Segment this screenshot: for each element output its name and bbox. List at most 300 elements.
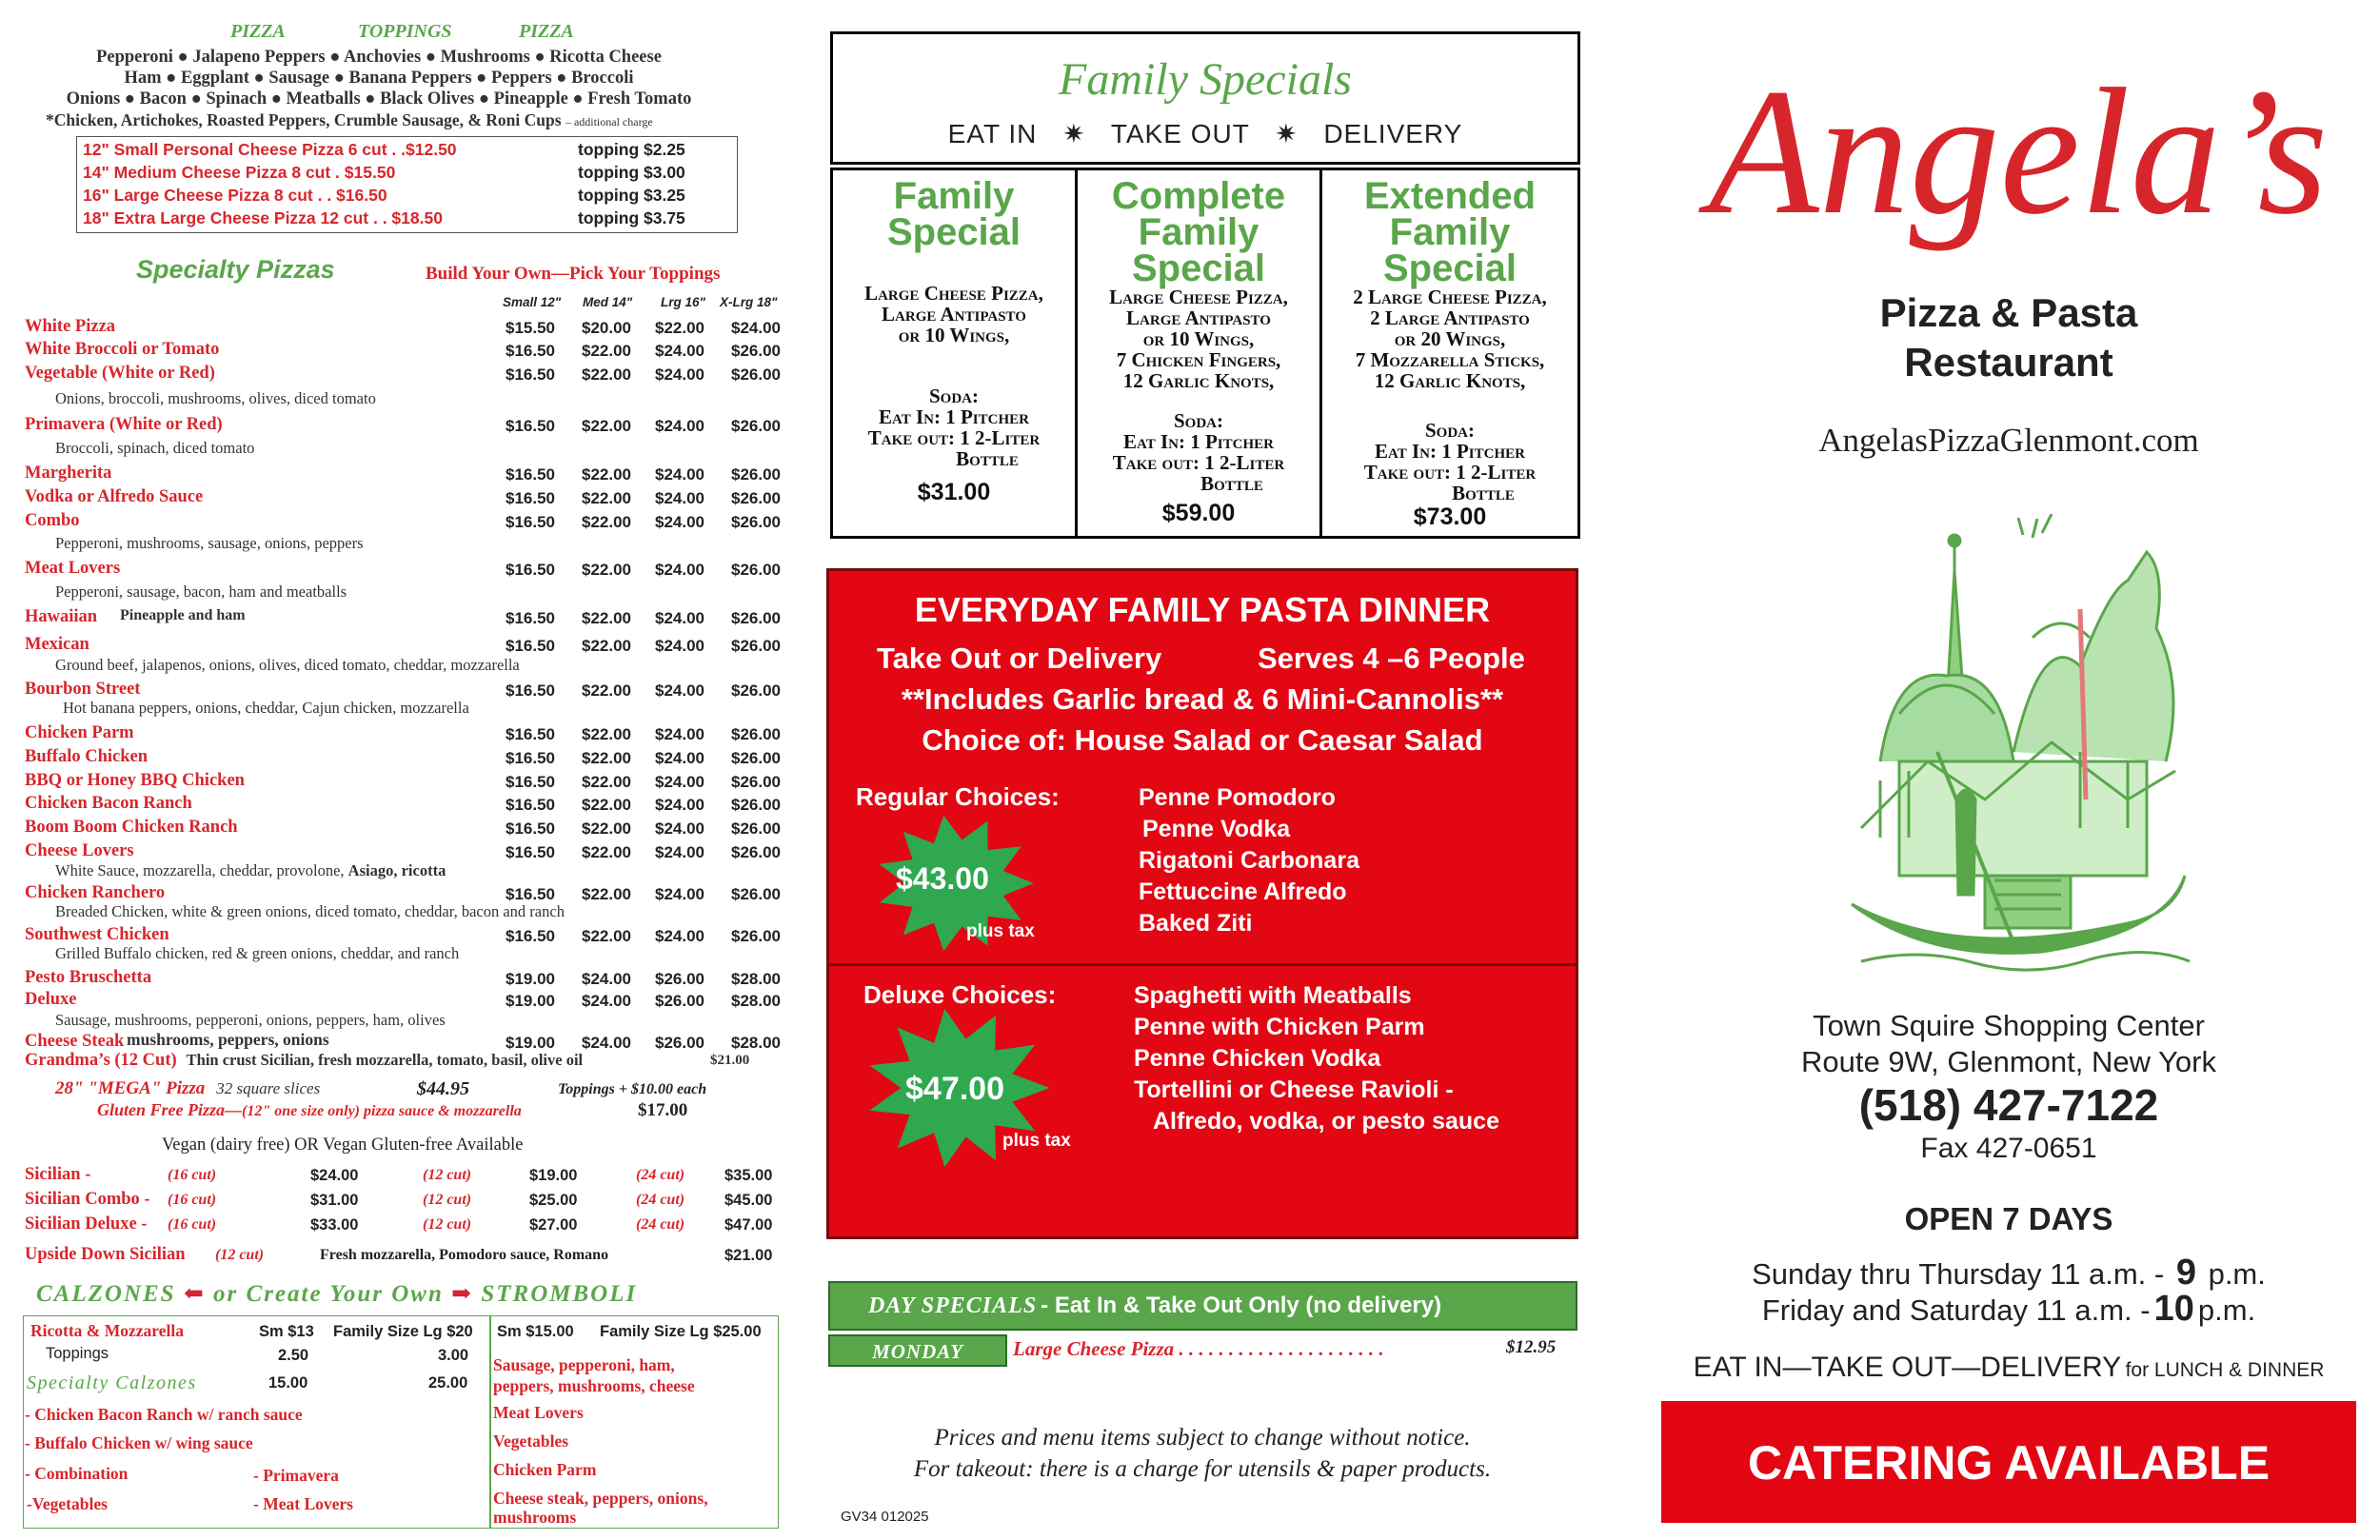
footer-note-2: For takeout: there is a charge for utensils & paper products. [913,1456,1492,1482]
specialty-pizza-price: $24.00 [655,465,704,484]
star-icon: ✷ [1062,119,1086,148]
calzone-family: Family Size Lg $20 [333,1323,473,1340]
service-line [1661,1352,2356,1384]
specialty-pizza-row [25,487,786,510]
calzone-item: - Combination [25,1464,129,1483]
sicilian-p2: $25.00 [529,1192,578,1209]
restaurant-website[interactable]: AngelasPizzaGlenmont.com [1818,422,2199,459]
soda-line: Eat In: 1 Pitcher [879,405,1029,428]
pasta-dinner-box [826,568,1578,1239]
complete-family-body [1078,286,1319,391]
calzone-specialty-sm: 15.00 [268,1374,308,1392]
regular-item: Rigatoni Carbonara [1139,847,1359,874]
specialty-pizza-name: Hawaiian [25,607,98,626]
title-line: Family [893,175,1015,217]
hours-line-2 [1661,1289,2356,1330]
sicilian-c2: (12 cut) [423,1192,472,1208]
specialty-pizza-name: Cheese Lovers [25,841,134,860]
calzone-toppings-label: Toppings [46,1345,109,1362]
mode-take-out: TAKE OUT [1110,119,1250,148]
sicilian-c3: (24 cut) [636,1216,685,1233]
specialty-pizza-price: $16.50 [506,342,555,360]
deluxe-item: Penne with Chicken Parm [1134,1014,1425,1040]
sicilian-c2: (12 cut) [423,1167,472,1183]
specialty-pizza-name: Chicken Bacon Ranch [25,794,192,813]
specialty-pizza-price: $22.00 [655,319,704,337]
catering-banner [1661,1401,2356,1523]
day-specials-text [868,1293,1441,1319]
regular-item: Penne Pomodoro [1139,784,1336,811]
specialty-pizza-price: $26.00 [731,417,781,435]
cheese-pizza-name: 12" Small Personal Cheese Pizza 6 cut . .$12.50 [83,140,457,159]
day-specials-title: DAY SPECIALS [868,1293,1038,1318]
calzone-item: - Buffalo Chicken w/ wing sauce [25,1433,253,1452]
desc-cheese-lovers-bold: Asiago, ricotta [347,861,446,879]
specialty-pizza-price: $16.50 [506,609,555,627]
specialty-pizza-price: $24.00 [655,681,704,700]
specialty-pizza-name: Primavera (White or Red) [25,415,223,434]
specialty-pizza-price: $26.00 [731,749,781,767]
sicilian-p2: $19.00 [529,1167,578,1184]
specialty-pizza-name: Bourbon Street [25,680,141,699]
catering-text: CATERING AVAILABLE [1747,1436,2271,1490]
specialty-pizza-price: $16.50 [506,465,555,484]
calzone-item: - Primavera [253,1466,339,1485]
body-line: Large Antipasto [1126,306,1271,329]
specialty-pizza-row [25,635,786,658]
hours-2-pm: p.m. [2197,1293,2256,1327]
grandma-name: Grandma’s (12 Cut) [25,1051,177,1070]
specialty-pizza-price: $26.00 [655,970,704,988]
desc-cheese-steak: mushrooms, peppers, onions [127,1030,329,1049]
cheese-pizza-name: 14" Medium Cheese Pizza 8 cut . $15.50 [83,163,396,182]
specialty-pizza-price: $22.00 [582,561,631,579]
specialty-pizza-price: $22.00 [582,489,631,507]
specialty-pizza-name: Pesto Bruschetta [25,968,152,987]
specialty-pizza-name: Meat Lovers [25,559,121,578]
regular-item: Fettuccine Alfredo [1139,879,1347,905]
title-line: Complete [1111,175,1286,217]
stromboli-item: Cheese steak, peppers, onions, [493,1489,708,1508]
cheese-pizza-box [76,136,738,233]
body-line: 2 Large Antipasto [1370,306,1530,329]
specialty-pizza-row [25,818,786,840]
specialty-pizza-price: $24.00 [655,843,704,861]
pasta-divider [829,963,1576,966]
star-icon: ✷ [1275,119,1299,148]
mega-name: 28" "MEGA" Pizza [55,1078,206,1098]
restaurant-subtitle-2: Restaurant [1904,340,2113,385]
specialty-pizza-name: Chicken Ranchero [25,883,166,902]
toppings-extra-text: *Chicken, Artichokes, Roasted Peppers, Crumble Sausage, & Roni Cups [46,110,562,129]
body-line: Large Cheese Pizza, [1109,286,1288,308]
upside-name: Upside Down Sicilian [25,1245,186,1264]
specialty-pizza-price: $26.00 [731,637,781,655]
stromboli-item: Meat Lovers [493,1403,584,1422]
specialty-pizza-price: $24.00 [655,927,704,945]
arrow-left-icon: ⬅ [183,1281,206,1307]
monday-badge [828,1334,1007,1367]
specialty-pizza-price: $24.00 [731,319,781,337]
toppings-header-pizza-2: PIZZA [519,21,574,42]
pasta-line4: Choice of: House Salad or Caesar Salad [922,723,1483,757]
title-line: Extended [1363,175,1537,217]
body-line: or 10 Wings, [1142,327,1255,350]
restaurant-subtitle-1: Pizza & Pasta [1879,290,2138,335]
specialty-pizza-row [25,771,786,794]
specialty-pizza-row [25,317,786,340]
specialty-pizza-name: Vegetable (White or Red) [25,364,215,383]
desc-mexican: Ground beef, jalapenos, onions, olives, diced tomato, cheddar, mozzarella [55,656,520,674]
soda-line: Eat In: 1 Pitcher [1375,440,1525,463]
sicilian-c3: (24 cut) [636,1192,685,1208]
grandma-price: $21.00 [710,1053,750,1068]
toppings-line-1: Pepperoni ● Jalapeno Peppers ● Anchovies ● Mushrooms ● Ricotta Cheese [96,48,662,67]
sicilian-c3: (24 cut) [636,1167,685,1183]
monday-label: MONDAY [872,1340,963,1363]
family-special-title [833,175,1075,253]
gluten-desc: (12" one size only) pizza sauce & mozzarella [242,1103,522,1119]
specialty-pizza-price: $16.50 [506,796,555,814]
specialty-pizza-price: $16.50 [506,819,555,838]
specialty-pizza-price: $26.00 [731,342,781,360]
day-specials-header [828,1281,1577,1331]
specialty-pizza-price: $22.00 [582,819,631,838]
regular-item: Baked Ziti [1139,910,1253,937]
pasta-line2b: Serves 4 –6 People [1258,642,1525,675]
mega-toppings: Toppings + $10.00 each [558,1081,707,1097]
specialty-pizza-price: $24.00 [655,365,704,384]
size-header-small: Small 12" [503,295,562,309]
specialty-pizza-price: $16.50 [506,773,555,791]
specialty-pizza-price: $22.00 [582,796,631,814]
specialty-pizza-price: $22.00 [582,681,631,700]
specialty-pizza-price: $22.00 [582,513,631,531]
sicilian-p1: $24.00 [310,1167,359,1184]
specialty-pizza-price: $28.00 [731,1034,781,1052]
phone-number[interactable]: (518) 427-7122 [1858,1080,2159,1130]
specialty-pizza-price: $26.00 [731,885,781,903]
sicilian-c1: (16 cut) [168,1167,217,1183]
family-specials-columns [830,168,1580,539]
specialty-pizza-name: Boom Boom Chicken Ranch [25,818,238,837]
footer-note-1: Prices and menu items subject to change without notice. [934,1425,1471,1451]
stromboli-sm: Sm $15.00 [497,1323,574,1340]
specialty-pizza-row [25,340,786,363]
calzone-title-right: STROMBOLI [481,1281,638,1307]
desc-southwest: Grilled Buffalo chicken, red & green onions, cheddar, and ranch [55,944,460,962]
desc-hawaiian: Pineapple and ham [120,607,246,623]
specialty-pizza-name: Mexican [25,635,89,654]
pasta-line3: **Includes Garlic bread & 6 Mini-Cannolis** [901,682,1504,716]
specialty-pizza-price: $24.00 [655,749,704,767]
specialty-pizza-price: $24.00 [655,609,704,627]
specialty-pizza-price: $24.00 [655,489,704,507]
mega-row [55,1078,788,1101]
specialty-pizza-price: $19.00 [506,1034,555,1052]
specialty-pizza-price: $26.00 [731,489,781,507]
title-line: Special [1131,247,1266,289]
specialty-pizza-row [25,559,786,582]
sicilian-name: Sicilian Deluxe - [25,1214,148,1234]
specialty-pizza-price: $26.00 [731,927,781,945]
sicilian-p2: $27.00 [529,1216,578,1234]
specialty-pizza-price: $22.00 [582,843,631,861]
specialty-pizza-price: $22.00 [582,637,631,655]
gluten-price: $17.00 [638,1100,688,1120]
specialty-pizza-price: $24.00 [582,992,631,1010]
deluxe-price: $47.00 [905,1071,1004,1107]
deluxe-item: Alfredo, vodka, or pesto sauce [1153,1108,1499,1135]
desc-cheese-lovers-text: White Sauce, mozzarella, cheddar, provolone, [55,861,345,879]
calzone-title-left: CALZONES [36,1281,176,1307]
deluxe-choices-label: Deluxe Choices: [863,980,1057,1009]
body-line: 7 Mozzarella Sticks, [1355,348,1545,371]
toppings-header-pizza-1: PIZZA [230,21,286,42]
specialty-pizza-price: $16.50 [506,885,555,903]
title-line: Family [1389,211,1511,253]
size-header-xlrg: X-Lrg 18" [720,295,778,309]
body-line: or 10 Wings, [898,324,1010,346]
specialty-pizza-price: $24.00 [655,513,704,531]
sicilian-p1: $33.00 [310,1216,359,1234]
specialty-pizza-row [25,968,786,991]
calzone-item: -Vegetables [27,1494,108,1513]
specialty-pizza-price: $26.00 [731,365,781,384]
specialty-pizza-price: $26.00 [655,992,704,1010]
specialty-pizza-price: $19.00 [506,992,555,1010]
soda-line: Soda: [1173,409,1223,432]
title-line: Family [1138,211,1259,253]
deluxe-item: Penne Chicken Vodka [1134,1045,1381,1072]
sicilian-row [25,1214,786,1237]
specialty-pizza-price: $26.00 [731,681,781,700]
specialty-pizza-name: Vodka or Alfredo Sauce [25,487,204,506]
specialty-pizza-row [25,794,786,817]
pasta-title: EVERYDAY FAMILY PASTA DINNER [914,590,1491,629]
soda-line: Take out: 1 2-Liter [1363,461,1537,484]
specialty-pizza-price: $24.00 [655,725,704,743]
cheese-pizza-name: 18" Extra Large Cheese Pizza 12 cut . . $18.50 [83,208,443,227]
soda-line: Soda: [1424,419,1475,442]
desc-primavera: Broccoli, spinach, diced tomato [55,439,255,457]
sicilian-name: Sicilian Combo - [25,1190,150,1209]
specialty-pizza-price: $16.50 [506,489,555,507]
body-line: 12 Garlic Knots, [1122,369,1275,392]
specialty-title: Specialty Pizzas [136,255,335,284]
gondola-venice-illustration [1842,514,2194,980]
size-headers [0,295,790,314]
specialty-pizza-price: $16.50 [506,725,555,743]
specialty-pizza-price: $22.00 [582,365,631,384]
calzone-title-mid: or Create Your Own [213,1281,444,1307]
title-line: Special [1382,247,1517,289]
calzone-ricotta: Ricotta & Mozzarella [30,1321,184,1340]
soda-line: Soda: [928,385,979,407]
regular-plus-tax: plus tax [966,921,1035,941]
hours-2-text: Friday and Saturday 11 a.m. - [1761,1293,2151,1327]
specialty-pizza-price: $22.00 [582,885,631,903]
body-line: Large Antipasto [882,303,1026,326]
cheese-pizza-topping: topping $3.00 [578,163,685,182]
sicilian-name: Sicilian - [25,1165,91,1184]
desc-combo: Pepperoni, mushrooms, sausage, onions, peppers [55,534,364,552]
specialty-pizza-price: $24.00 [582,1034,631,1052]
specialty-pizza-price: $26.00 [731,561,781,579]
specialty-pizza-price: $24.00 [655,885,704,903]
specialty-pizza-price: $16.50 [506,681,555,700]
complete-family-price: $59.00 [1161,500,1236,526]
soda-line: Bottle [1200,472,1263,495]
sicilian-row [25,1165,786,1188]
cheese-pizza-topping: topping $3.25 [578,186,685,205]
toppings-header [0,21,762,44]
specialty-pizza-price: $24.00 [655,417,704,435]
desc-bourbon: Hot banana peppers, onions, cheddar, Cajun chicken, mozzarella [63,699,469,717]
calzone-toppings-lg: 3.00 [438,1347,469,1364]
specialty-pizza-row [25,990,786,1013]
sicilian-c1: (16 cut) [168,1216,217,1233]
specialty-pizza-price: $24.00 [582,970,631,988]
specialty-pizza-row [25,415,786,438]
family-special-body [833,283,1075,346]
body-line: 12 Garlic Knots, [1374,369,1526,392]
toppings-header-toppings: TOPPINGS [358,21,452,42]
mode-delivery: DELIVERY [1323,119,1463,148]
pasta-line2a: Take Out or Delivery [877,642,1162,675]
specialty-pizza-price: $16.50 [506,843,555,861]
gluten-name: Gluten Free Pizza— [97,1100,243,1119]
calzone-item: - Meat Lovers [253,1494,353,1513]
regular-choices-label: Regular Choices: [856,782,1060,811]
hours-1-close: 9 [2175,1253,2196,1293]
soda-line: Bottle [1452,482,1515,504]
specialty-pizza-name: Cheese Steak [25,1032,125,1051]
specialty-pizza-price: $24.00 [655,773,704,791]
calzone-specialty-label: Specialty Calzones [27,1372,197,1393]
specialty-pizza-price: $28.00 [731,970,781,988]
specialty-pizza-price: $24.00 [655,796,704,814]
desc-meat: Pepperoni, sausage, bacon, ham and meatballs [55,582,347,601]
footer-code: GV34 012025 [841,1509,929,1525]
extended-family-title [1322,175,1577,289]
calzone-title [36,1279,798,1313]
family-specials-title: Family Specials [1059,54,1352,105]
desc-cheese-lovers [55,861,446,880]
stromboli-item: mushrooms [493,1508,577,1527]
calzone-specialty-lg: 25.00 [428,1374,468,1392]
specialty-pizza-price: $24.00 [655,637,704,655]
specialty-pizza-row [25,723,786,746]
open-days: OPEN 7 DAYS [1904,1201,2113,1236]
day-specials-sub: - Eat In & Take Out Only (no delivery) [1041,1293,1442,1318]
specialty-pizza-name: Combo [25,511,80,530]
toppings-line-2: Ham ● Eggplant ● Sausage ● Banana Peppers ● Peppers ● Broccoli [124,69,634,88]
address-line-2: Route 9W, Glenmont, New York [1801,1045,2216,1078]
hours-2-close: 10 [2153,1289,2194,1329]
specialty-subtitle: Build Your Own—Pick Your Toppings [426,264,721,284]
calzone-toppings-sm: 2.50 [278,1347,309,1364]
specialty-pizza-price: $22.00 [582,773,631,791]
regular-price: $43.00 [896,861,989,896]
calzone-sm: Sm $13 [259,1323,314,1340]
specialty-pizza-price: $16.50 [506,927,555,945]
family-special-soda [833,385,1075,469]
specialty-pizza-price: $26.00 [731,725,781,743]
soda-line: Eat In: 1 Pitcher [1123,430,1274,453]
regular-item: Penne Vodka [1142,816,1291,842]
specialty-pizza-row [25,464,786,486]
sicilian-p3: $35.00 [724,1167,773,1184]
desc-deluxe: Sausage, mushrooms, pepperoni, onions, peppers, ham, olives [55,1011,446,1029]
specialty-pizza-name: Margherita [25,464,112,483]
specialty-pizza-price: $24.00 [655,342,704,360]
vegan-note: Vegan (dairy free) OR Vegan Gluten-free Available [162,1135,524,1155]
specialty-pizza-price: $22.00 [582,609,631,627]
soda-line: Take out: 1 2-Liter [867,426,1041,449]
specialty-pizza-price: $20.00 [582,319,631,337]
specialty-pizza-price: $26.00 [731,513,781,531]
specialty-pizza-price: $26.00 [731,609,781,627]
sicilian-row [25,1190,786,1213]
specialty-pizza-price: $16.50 [506,365,555,384]
stromboli-item: Chicken Parm [493,1460,597,1479]
monday-item: Large Cheese Pizza . . . . . . . . . . . . . . . . . . . . . [1013,1337,1384,1360]
stromboli-item: peppers, mushrooms, cheese [493,1376,695,1395]
specialty-pizza-price: $26.00 [731,773,781,791]
mega-price: $44.95 [417,1078,469,1099]
specialty-pizza-price: $26.00 [655,1034,704,1052]
specialty-pizza-price: $16.50 [506,561,555,579]
body-line: or 20 Wings, [1394,327,1506,350]
extended-family-soda [1322,420,1577,503]
complete-family-soda [1078,410,1319,494]
toppings-extra [46,110,653,130]
cheese-pizza-topping: topping $2.25 [578,140,685,159]
mega-desc: 32 square slices [216,1079,321,1097]
sicilian-p3: $45.00 [724,1192,773,1209]
upside-price: $21.00 [724,1247,773,1264]
specialty-pizza-price: $15.50 [506,319,555,337]
mode-eat-in: EAT IN [947,119,1038,148]
specialty-pizza-price: $16.50 [506,637,555,655]
specialty-pizza-price: $22.00 [582,927,631,945]
restaurant-name: Angela’s [1708,52,2329,252]
grandma-row [25,1051,786,1074]
specialty-pizza-name: Deluxe [25,990,77,1009]
specialty-pizza-price: $26.00 [731,796,781,814]
deluxe-item: Tortellini or Cheese Ravioli - [1134,1076,1454,1103]
specialty-pizza-row [25,747,786,770]
specialty-pizza-price: $16.50 [506,749,555,767]
hours-1-pm: p.m. [2208,1257,2266,1291]
body-line: 2 Large Cheese Pizza, [1353,286,1547,308]
title-line: Special [886,211,1021,253]
body-line: Large Cheese Pizza, [864,282,1043,305]
specialty-pizza-name: Southwest Chicken [25,925,169,944]
specialty-pizza-name: White Pizza [25,317,116,336]
sicilian-p1: $31.00 [310,1192,359,1209]
complete-family-title [1078,175,1319,289]
grandma-desc: Thin crust Sicilian, fresh mozzarella, tomato, basil, olive oil [186,1051,584,1069]
family-specials-modes [833,118,1577,149]
specialty-pizza-price: $26.00 [731,465,781,484]
monday-price: $12.95 [1506,1337,1557,1357]
extended-family-col [1322,170,1577,536]
address-line-1: Town Squire Shopping Center [1813,1009,2205,1042]
size-header-lrg: Lrg 16" [661,295,705,309]
specialty-pizza-price: $22.00 [582,725,631,743]
